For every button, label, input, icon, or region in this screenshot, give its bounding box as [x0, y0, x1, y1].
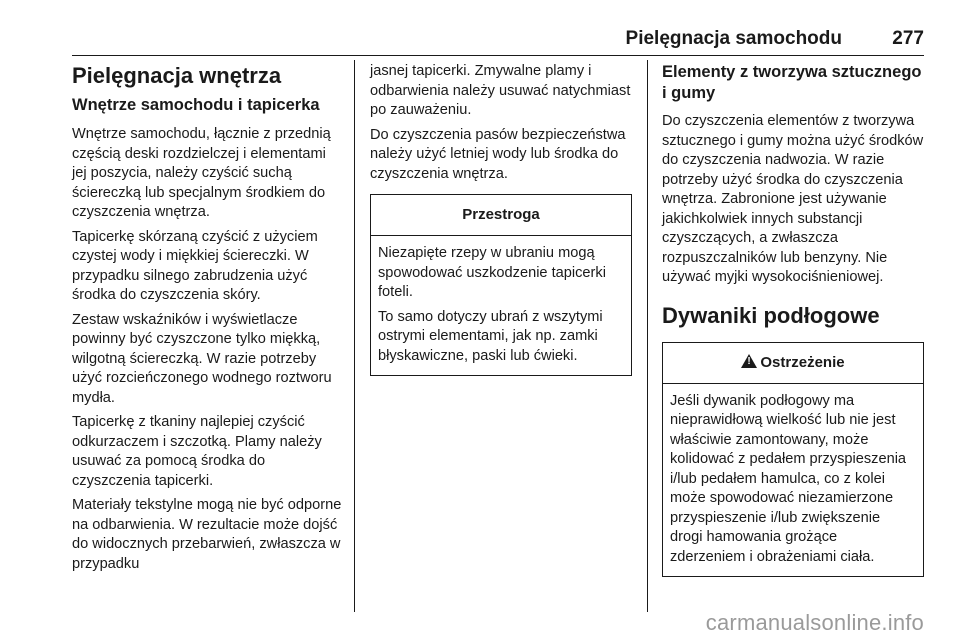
paragraph: Tapicerkę skórzaną czyścić z użyciem czystej wody i miękkiej ściereczki. W przypadku silnego zabrudzenia użyć środka do czyszczenia skóry. — [72, 228, 318, 303]
page-header — [72, 28, 924, 54]
section-title: Dywaniki podłogowe — [662, 302, 880, 328]
column-3 — [662, 62, 924, 577]
paragraph: Zestaw wskaźników i wyświetlacze powinny być czyszczone tylko miękką, wilgotną ściereczką. W razie potrzeby użyć rozcieńczonego wodnego roztworu mydła. — [72, 311, 332, 406]
warning-box — [662, 342, 924, 578]
warning-paragraph: Jeśli dywanik podłogowy ma nieprawidłową wielkość lub nie jest właściwie zamontowany, może kolidować z pedałem przyspieszenia i/lub pedałem hamulca, co z kolei może spowodować niezamierzone przyspieszenie i/lub zwiększenie drogi hamowania grożące zderzeniem i obrażeniami ciała. — [670, 392, 907, 565]
caution-title: Przestroga — [371, 195, 631, 236]
caution-paragraph: Niezapięte rzepy w ubraniu mogą spowodować uszkodzenie tapicerki foteli. — [378, 245, 606, 300]
column-divider-2 — [647, 60, 648, 612]
caution-paragraph: To samo dotyczy ubrań z wszytymi ostrymi elementami, jak np. zamki błyskawiczne, paski lub ćwieki. — [378, 308, 603, 364]
paragraph: Tapicerkę z tkaniny najlepiej czyścić odkurzaczem i szczotką. Plamy należy usuwać za pomocą środka do czyszczenia tapicerki. — [72, 414, 322, 489]
section-title: Pielęgnacja wnętrza — [72, 63, 282, 88]
warning-title: Ostrzeżenie — [760, 353, 845, 371]
caution-box — [370, 194, 632, 376]
page-number: 277 — [892, 28, 924, 49]
paragraph: Wnętrze samochodu, łącznie z przednią częścią deski rozdzielczej i elementami jej poszycia, należy czyścić suchą ściereczką lub specjalnym środkiem do czyszczenia wnętrza. — [72, 126, 331, 220]
subsection-title: Wnętrze samochodu i tapicerka — [72, 96, 320, 114]
paragraph: jasnej tapicerki. Zmywalne plamy i odbarwienia należy usuwać natychmiast po zauważeniu. — [370, 63, 631, 118]
paragraph: Do czyszczenia pasów bezpieczeństwa należy użyć letniej wody lub środka do czyszczenia wnętrza. — [370, 126, 626, 182]
column-1 — [72, 62, 342, 579]
paragraph: Materiały tekstylne mogą nie być odporne na odbarwienia. W rezultacie może dojść do widocznych przebarwień, zwłaszcza w przypadku — [72, 497, 342, 572]
subsection-title: Elementy z tworzywa sztucznego i gumy — [662, 63, 922, 102]
warning-header — [663, 343, 923, 384]
column-2 — [370, 62, 632, 376]
watermark: carmanualsonline.info — [705, 610, 924, 635]
paragraph: Do czyszczenia elementów z tworzywa sztucznego i gumy można użyć środków do czyszczenia nadwozia. W razie potrzeby użyć środka do czyszczenia wnętrza. Zabronione jest używanie jakichkolwiek innych substancji czyszczących, a zwłaszcza rozpuszczalników lub benzyny. Nie używać myjki wysokociśnieniowej. — [662, 113, 924, 285]
column-divider-1 — [354, 60, 355, 612]
chapter-title: Pielęgnacja samochodu — [625, 28, 842, 49]
warning-triangle-icon — [741, 354, 757, 368]
header-rule — [72, 55, 924, 56]
